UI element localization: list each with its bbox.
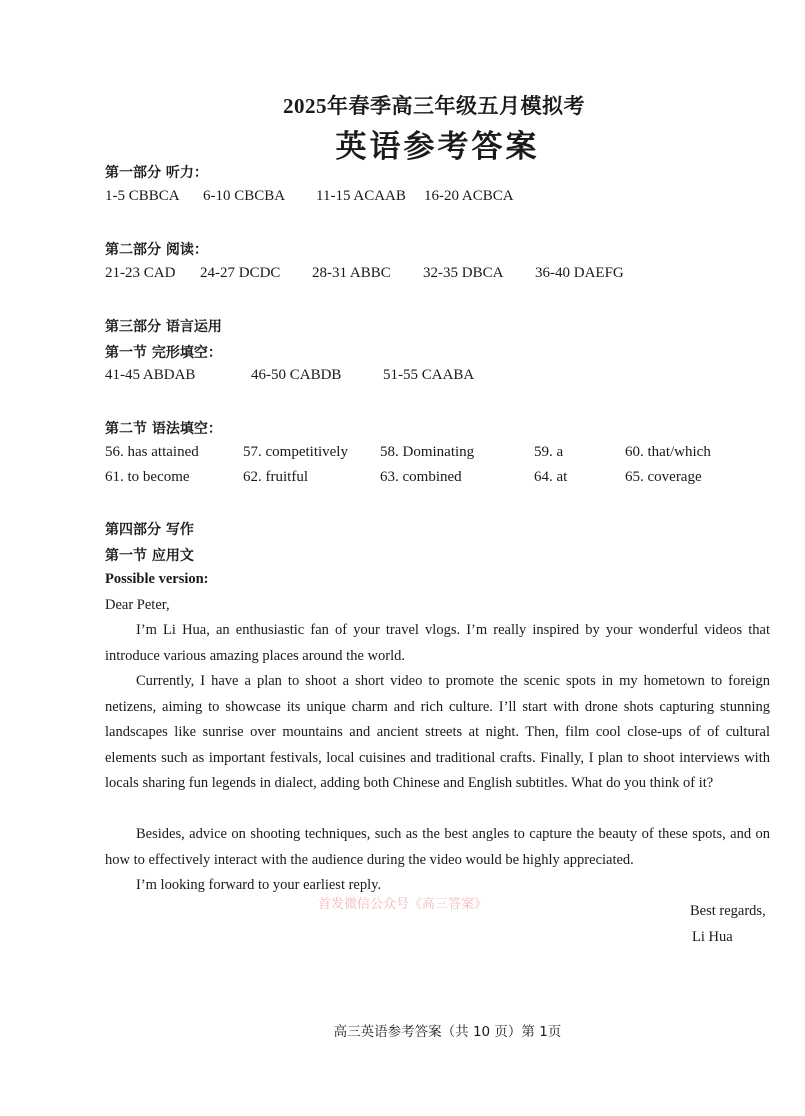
grammar-answer: 60. that/which (625, 444, 711, 460)
part4-heading: 第四部分 写作 (105, 522, 194, 538)
grammar-answer: 64. at (534, 469, 568, 485)
answer-group: 6-10 CBCBA (203, 188, 286, 204)
answer-group: 21-23 CAD (105, 265, 176, 281)
answer-group: 1-5 CBBCA (105, 188, 180, 204)
possible-version-label: Possible version: (105, 571, 209, 587)
answer-group: 24-27 DCDC (200, 265, 281, 281)
grammar-answer: 62. fruitful (243, 469, 308, 485)
grammar-answer: 63. combined (380, 469, 462, 485)
answer-group: 36-40 DAEFG (535, 265, 624, 281)
letter-paragraph: Besides, advice on shooting techniques, such as the best angles to capture the beauty of these spots, and on how to effectively interact with the audience during the video would be highly appreciated. (105, 826, 770, 868)
cloze-heading: 第一节 完形填空： (105, 345, 222, 361)
answer-group: 46-50 CABDB (251, 367, 342, 383)
grammar-answer: 56. has attained (105, 444, 199, 460)
watermark: 首发微信公众号《高三答案》 (317, 897, 487, 912)
answer-key-title: 英语参考答案 (335, 129, 540, 164)
part2-heading: 第二部分 阅读： (105, 242, 208, 258)
answer-group: 28-31 ABBC (312, 265, 391, 281)
part3-heading: 第三部分 语言运用 (105, 319, 222, 335)
grammar-answer: 61. to become (105, 469, 190, 485)
letter-salutation: Dear Peter, (105, 597, 170, 613)
grammar-answer: 57. competitively (243, 444, 348, 460)
letter-signature: Li Hua (692, 929, 733, 945)
grammar-answer: 65. coverage (625, 469, 702, 485)
grammar-answer: 59. a (534, 444, 564, 460)
answer-group: 16-20 ACBCA (424, 188, 514, 204)
grammar-heading: 第二节 语法填空： (105, 421, 222, 437)
letter-paragraph: I’m Li Hua, an enthusiastic fan of your travel vlogs. I’m really inspired by your wonderful videos that introduce various amazing places around the world. (105, 622, 770, 664)
answer-group: 41-45 ABDAB (105, 367, 196, 383)
part1-heading: 第一部分 听力： (105, 165, 208, 181)
exam-title: 2025年春季高三年级五月模拟考 (283, 94, 585, 118)
answer-group: 51-55 CAABA (383, 367, 475, 383)
answer-group: 11-15 ACAAB (316, 188, 406, 204)
letter-paragraph: I’m looking forward to your earliest reply. (136, 877, 382, 893)
letter-closing: Best regards, (690, 903, 766, 919)
letter-paragraph: Currently, I have a plan to shoot a short video to promote the scenic spots in my hometown to foreign netizens, aiming to showcase its unique charm and rich culture. I’ll start with drone shots capturing stunning landscapes like sunrise over mountains and ancient streets at night. Then, film cool close-ups of of cultural elements such as important festivals, local cuisines and traditional crafts. Finally, I plan to shoot interviews with locals sharing fun legends in dialect, adding both Chinese and English subtitles. What do you think of it? (105, 673, 770, 791)
writing-section-heading: 第一节 应用文 (105, 548, 194, 564)
grammar-answer: 58. Dominating (380, 444, 475, 460)
page-footer: 高三英语参考答案（共 10 页）第 1页 (333, 1024, 562, 1040)
answer-group: 32-35 DBCA (423, 265, 504, 281)
